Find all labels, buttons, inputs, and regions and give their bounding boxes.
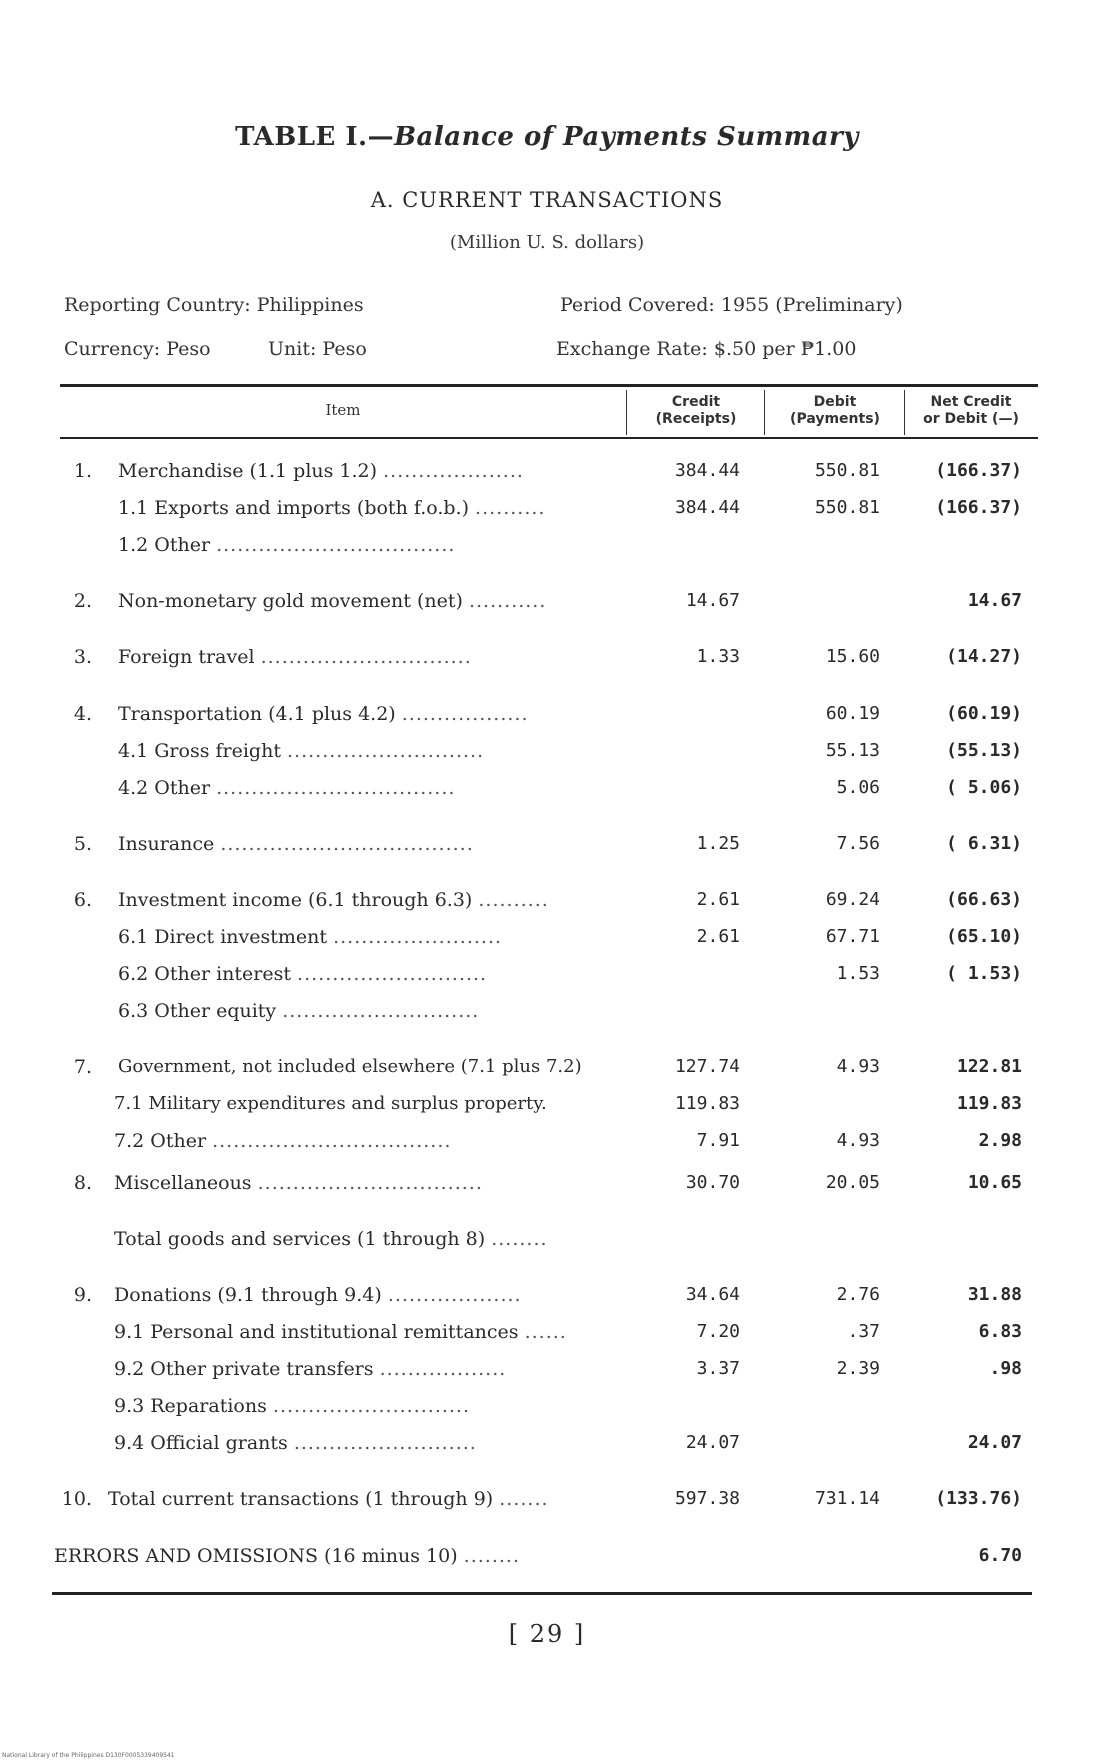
table-row <box>0 1395 1094 1425</box>
header-credit-line1: Credit <box>671 394 721 410</box>
row-credit: 597.38 <box>674 1488 740 1509</box>
table-row <box>0 1000 1094 1030</box>
unit: Unit: Peso <box>268 338 367 360</box>
row-credit: 24.07 <box>685 1432 740 1453</box>
page-number: [ 29 ] <box>508 1620 586 1648</box>
table-row <box>0 926 1094 956</box>
header-debit-line2: (Payments) <box>790 411 880 427</box>
row-debit: 550.81 <box>814 497 880 518</box>
table-row <box>0 460 1094 490</box>
row-debit: 4.93 <box>836 1130 880 1151</box>
row-number: 4. <box>73 703 92 725</box>
table-row <box>0 889 1094 919</box>
row-number: 7. <box>73 1056 92 1078</box>
row-net: ( 5.06) <box>946 777 1022 798</box>
header-debit <box>766 394 904 428</box>
row-credit: 384.44 <box>674 460 740 481</box>
row-label: Insurance .................................... <box>118 833 474 855</box>
row-net: 2.98 <box>978 1130 1022 1151</box>
table-row <box>0 1488 1094 1518</box>
row-net: .98 <box>989 1358 1022 1379</box>
row-label: Miscellaneous ................................ <box>114 1172 483 1194</box>
header-divider <box>764 390 765 435</box>
table-row <box>0 1321 1094 1351</box>
row-net: 6.70 <box>978 1545 1022 1566</box>
reporting-country: Reporting Country: Philippines <box>64 294 364 316</box>
row-credit: 119.83 <box>674 1093 740 1114</box>
row-number: 6. <box>73 889 92 911</box>
row-debit: 550.81 <box>814 460 880 481</box>
header-net <box>906 394 1036 428</box>
row-label: Donations (9.1 through 9.4) ................... <box>114 1284 522 1306</box>
row-credit: 2.61 <box>696 889 740 910</box>
row-number: 9. <box>73 1284 92 1306</box>
table-row <box>0 497 1094 527</box>
row-debit: 60.19 <box>825 703 880 724</box>
row-label: 4.1 Gross freight ............................ <box>118 740 485 762</box>
header-net-line2: or Debit (—) <box>923 411 1019 427</box>
table-row <box>0 590 1094 620</box>
row-debit: 55.13 <box>825 740 880 761</box>
row-net: 24.07 <box>967 1432 1022 1453</box>
row-debit: 69.24 <box>825 889 880 910</box>
row-label: Total goods and services (1 through 8) ........ <box>114 1228 548 1250</box>
row-net: 6.83 <box>978 1321 1022 1342</box>
header-credit-line2: (Receipts) <box>655 411 737 427</box>
row-number: 1. <box>73 460 92 482</box>
row-credit: 34.64 <box>685 1284 740 1305</box>
exchange-rate: Exchange Rate: $.50 per ₱1.00 <box>556 338 857 360</box>
row-credit: 2.61 <box>696 926 740 947</box>
table-title-italic: Balance of Payments Summary <box>394 122 859 152</box>
row-debit: 731.14 <box>814 1488 880 1509</box>
table-title-prefix: TABLE I. <box>235 122 368 152</box>
row-label: Investment income (6.1 through 6.3) .......... <box>118 889 549 911</box>
row-label: Transportation (4.1 plus 4.2) .................. <box>118 703 529 725</box>
row-debit: 5.06 <box>836 777 880 798</box>
table-top-rule <box>60 384 1038 387</box>
row-number: 5. <box>73 833 92 855</box>
row-label: 6.3 Other equity ............................ <box>118 1000 480 1022</box>
header-divider <box>626 390 627 435</box>
row-label: 9.4 Official grants .......................... <box>114 1432 477 1454</box>
row-label: 9.2 Other private transfers .................. <box>114 1358 507 1380</box>
row-credit: 127.74 <box>674 1056 740 1077</box>
row-label: Merchandise (1.1 plus 1.2) .................... <box>118 460 524 482</box>
row-label: 6.1 Direct investment ........................ <box>118 926 503 948</box>
table-row <box>0 1130 1094 1160</box>
row-label: Government, not included elsewhere (7.1 plus 7.2) <box>118 1056 582 1077</box>
library-watermark: National Library of the Philippines D130F0005339409541 <box>2 1752 175 1759</box>
table-row <box>0 646 1094 676</box>
table-row <box>0 1172 1094 1202</box>
row-label: Non-monetary gold movement (net) ........... <box>118 590 547 612</box>
row-number: 8. <box>73 1172 92 1194</box>
row-debit: 7.56 <box>836 833 880 854</box>
row-net: (55.13) <box>946 740 1022 761</box>
row-net: (66.63) <box>946 889 1022 910</box>
row-debit: 20.05 <box>825 1172 880 1193</box>
header-debit-line1: Debit <box>813 394 857 410</box>
header-divider <box>904 390 905 435</box>
table-row <box>0 1358 1094 1388</box>
row-net: (166.37) <box>935 497 1022 518</box>
section-heading: A. CURRENT TRANSACTIONS <box>370 188 724 212</box>
row-credit: 30.70 <box>685 1172 740 1193</box>
row-net: (65.10) <box>946 926 1022 947</box>
units-note: (Million U. S. dollars) <box>449 232 645 253</box>
table-row <box>0 1545 1094 1575</box>
header-credit <box>628 394 764 428</box>
row-label: 1.2 Other .................................. <box>118 534 456 556</box>
table-row <box>0 1228 1094 1258</box>
table-row <box>0 534 1094 564</box>
row-credit: 7.91 <box>696 1130 740 1151</box>
table-title-dash: — <box>367 122 395 152</box>
row-number: 10. <box>61 1488 92 1510</box>
row-number: 2. <box>73 590 92 612</box>
table-bottom-rule <box>52 1592 1032 1595</box>
row-net: (60.19) <box>946 703 1022 724</box>
row-net: ( 1.53) <box>946 963 1022 984</box>
table-row <box>0 963 1094 993</box>
row-debit: 67.71 <box>825 926 880 947</box>
row-credit: 384.44 <box>674 497 740 518</box>
row-label: Foreign travel .............................. <box>118 646 472 668</box>
row-debit: 2.76 <box>836 1284 880 1305</box>
row-label: 9.1 Personal and institutional remittances ...... <box>114 1321 567 1343</box>
row-debit: 1.53 <box>836 963 880 984</box>
row-label: 9.3 Reparations ............................ <box>114 1395 471 1417</box>
row-label: 7.2 Other .................................. <box>114 1130 452 1152</box>
table-row <box>0 833 1094 863</box>
row-net: ( 6.31) <box>946 833 1022 854</box>
table-row <box>0 740 1094 770</box>
row-debit: 4.93 <box>836 1056 880 1077</box>
row-label: Total current transactions (1 through 9) ....... <box>108 1488 549 1510</box>
table-title <box>0 122 1094 152</box>
table-row <box>0 703 1094 733</box>
currency: Currency: Peso <box>64 338 211 360</box>
row-credit: 3.37 <box>696 1358 740 1379</box>
row-number: 3. <box>73 646 92 668</box>
table-row <box>0 1284 1094 1314</box>
header-net-line1: Net Credit <box>930 394 1012 410</box>
header-item: Item <box>325 401 361 419</box>
row-credit: 14.67 <box>685 590 740 611</box>
row-credit: 1.33 <box>696 646 740 667</box>
row-credit: 7.20 <box>696 1321 740 1342</box>
table-row <box>0 1432 1094 1462</box>
row-label: 7.1 Military expenditures and surplus property. <box>114 1093 547 1114</box>
row-label: 1.1 Exports and imports (both f.o.b.) .......... <box>118 497 546 519</box>
row-label: ERRORS AND OMISSIONS (16 minus 10) ........ <box>54 1545 520 1567</box>
row-net: (166.37) <box>935 460 1022 481</box>
row-net: 119.83 <box>956 1093 1022 1114</box>
period-covered: Period Covered: 1955 (Preliminary) <box>560 294 903 316</box>
row-net: 10.65 <box>967 1172 1022 1193</box>
row-net: 31.88 <box>967 1284 1022 1305</box>
row-debit: 15.60 <box>825 646 880 667</box>
row-debit: .37 <box>847 1321 880 1342</box>
row-net: (133.76) <box>935 1488 1022 1509</box>
table-row <box>0 1093 1094 1123</box>
table-row <box>0 777 1094 807</box>
row-net: (14.27) <box>946 646 1022 667</box>
row-net: 14.67 <box>967 590 1022 611</box>
row-net: 122.81 <box>956 1056 1022 1077</box>
row-credit: 1.25 <box>696 833 740 854</box>
table-header-rule <box>60 437 1038 439</box>
row-debit: 2.39 <box>836 1358 880 1379</box>
row-label: 4.2 Other .................................. <box>118 777 456 799</box>
row-label: 6.2 Other interest ........................... <box>118 963 488 985</box>
table-row <box>0 1056 1094 1086</box>
